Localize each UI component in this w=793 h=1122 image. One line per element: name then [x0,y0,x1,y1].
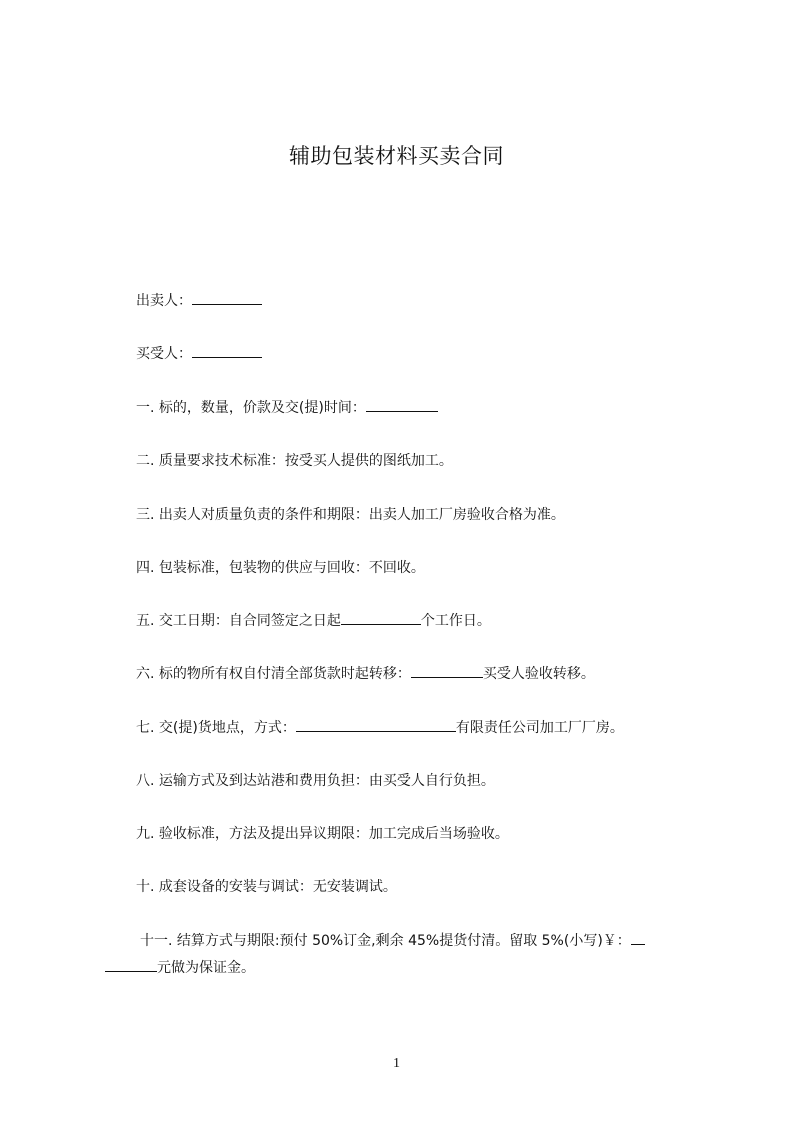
clause-6-blank[interactable] [411,664,483,678]
clause-11-blank-start[interactable] [631,931,645,945]
clause-8: 八. 运输方式及到达站港和费用负担：由买受人自行负担。 [136,773,495,789]
clause-5-suffix: 个工作日。 [420,613,491,629]
seller-label: 出卖人： [136,293,192,309]
seller-line [136,291,262,311]
buyer-line [136,344,262,364]
clause-6 [136,664,595,684]
clause-5-text: 五. 交工日期：自合同签定之日起 [136,613,341,629]
clause-7-blank[interactable] [296,718,456,732]
clause-7 [136,718,624,738]
page-number: 1 [393,1056,400,1071]
document-title: 辅助包装材料买卖合同 [289,144,504,168]
buyer-label: 买受人： [136,346,192,362]
clause-11-line-1 [140,931,645,951]
clause-1-text: 一. 标的，数量，价款及交(提)时间： [136,400,366,416]
clause-11-blank-end[interactable] [105,958,157,972]
clause-6-text: 六. 标的物所有权自付清全部货款时起转移： [136,666,411,682]
clause-11-line-2 [105,958,255,978]
clause-3: 三. 出卖人对质量负责的条件和期限：出卖人加工厂房验收合格为准。 [136,507,565,523]
clause-9: 九. 验收标准，方法及提出异议期限：加工完成后当场验收。 [136,826,509,842]
clause-1-blank[interactable] [366,398,438,412]
clause-7-suffix: 有限责任公司加工厂厂房。 [455,720,624,736]
buyer-blank[interactable] [192,344,262,358]
clause-4: 四. 包装标准，包装物的供应与回收：不回收。 [136,560,425,576]
clause-5 [136,611,491,631]
clause-5-blank[interactable] [341,611,421,625]
seller-blank[interactable] [192,291,262,305]
clause-7-text: 七. 交(提)货地点，方式： [136,720,296,736]
clause-6-suffix: 买受人验收转移。 [482,666,595,682]
clause-2: 二. 质量要求技术标准：按受买人提供的图纸加工。 [136,453,453,469]
clause-11-text: 十一. 结算方式与期限:预付 50%订金,剩余 45%提货付清。留取 5%(小写)￥： [140,933,631,949]
clause-10: 十. 成套设备的安装与调试：无安装调试。 [136,879,397,895]
clause-11-suffix: 元做为保证金。 [157,960,255,976]
clause-1 [136,398,438,418]
